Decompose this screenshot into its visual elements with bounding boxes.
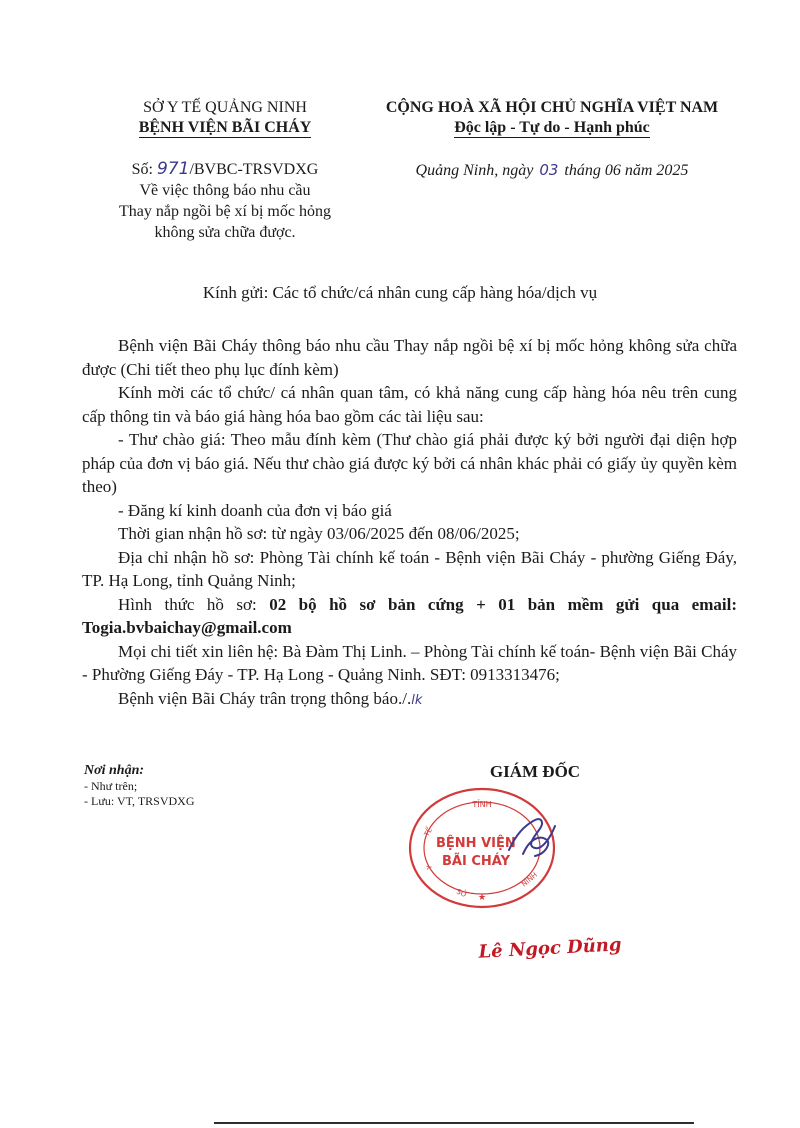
requirement-quotation-letter: - Thư chào giá: Theo mẫu đính kèm (Thư chào giá phải được ký bởi người đại diện hợp pháp của đơn vị báo giá. Nếu thư chào giá được ký bởi cá nhân khác phải có giấy ủy quyền kèm theo) xyxy=(82,430,737,496)
submission-label: Hình thức hồ sơ: xyxy=(118,594,270,614)
paragraph-deadline: Thời gian nhận hồ sơ: từ ngày 03/06/2025 đến 08/06/2025; xyxy=(118,524,520,543)
document-number-block xyxy=(100,159,350,243)
doc-no-suffix: /BVBC-TRSVDXG xyxy=(189,161,319,178)
addressee: Kính gửi: Các tổ chức/cá nhân cung cấp hàng hóa/dịch vụ xyxy=(202,283,598,302)
svg-text:TỈNH: TỈNH xyxy=(472,800,492,809)
national-header xyxy=(352,98,752,138)
issuing-organization xyxy=(100,98,350,138)
paragraph-address: Địa chỉ nhận hồ sơ: Phòng Tài chính kế toán - Bệnh viện Bãi Cháy - phường Giếng Đáy, TP. Hạ Long, tỉnh Quảng Ninh; xyxy=(82,547,737,590)
svg-text:TẾ: TẾ xyxy=(422,826,435,838)
document-number xyxy=(100,159,350,180)
date-month: 06 xyxy=(604,162,621,179)
nation-motto: Độc lập - Tự do - Hạnh phúc xyxy=(454,119,650,136)
recipients-block xyxy=(84,763,334,809)
svg-text:BỆNH VIỆN: BỆNH VIỆN xyxy=(436,836,516,851)
date-year: năm 2025 xyxy=(624,162,689,179)
svg-text:SỞ: SỞ xyxy=(455,887,469,900)
signer-name: Lê Ngọc Dũng xyxy=(478,934,622,963)
paragraph-invitation: Kính mời các tổ chức/ cá nhân quan tâm, có khả năng cung cấp hàng hóa nêu trên cung cấp thông tin và báo giá hàng hóa bao gồm các tài liệu sau: xyxy=(82,383,737,426)
doc-no-prefix: Số: xyxy=(131,161,153,178)
org-parent: SỞ Y TẾ QUẢNG NINH xyxy=(143,99,307,116)
date-place: Quảng Ninh, ngày xyxy=(415,162,534,179)
svg-text:★: ★ xyxy=(477,893,487,903)
recipient-item: - Lưu: VT, TRSVDXG xyxy=(84,794,195,808)
svg-text:Y: Y xyxy=(425,864,434,871)
date-day: 03 xyxy=(539,161,559,179)
place-date xyxy=(352,161,752,180)
requirement-business-registration: - Đăng kí kinh doanh của đơn vị báo giá xyxy=(118,500,392,520)
paragraph-submission-format xyxy=(82,593,737,640)
handwritten-doc-number: 971 xyxy=(156,159,190,179)
subject-line-2: Thay nắp ngồi bệ xí bị mốc hỏng xyxy=(119,203,331,220)
recipient-item: - Như trên; xyxy=(84,779,138,793)
paragraph-closing xyxy=(82,687,737,713)
submission-detail: 02 bộ hồ sơ bản cứng + 01 bản mềm gửi qua email: Togia.bvbaichay@gmail.com xyxy=(82,594,738,637)
closing-text: Bệnh viện Bãi Cháy trân trọng thông báo./. xyxy=(118,688,412,708)
paragraph-intro: Bệnh viện Bãi Cháy thông báo nhu cầu Thay nắp ngồi bệ xí bị mốc hỏng không sửa chữa được (Chi tiết theo phụ lục đính kèm) xyxy=(82,336,737,379)
signer-role: GIÁM ĐỐC xyxy=(489,762,581,781)
paragraph-contact: Mọi chi tiết xin liên hệ: Bà Đàm Thị Linh. – Phòng Tài chính kế toán- Bệnh viện Bãi Cháy - Phường Giếng Đáy - TP. Hạ Long - Quảng Ninh. SĐT: 0913313476; xyxy=(82,641,737,684)
svg-text:NINH: NINH xyxy=(520,870,539,889)
svg-text:BÃI CHÁY: BÃI CHÁY xyxy=(442,854,510,869)
page-bottom-divider xyxy=(214,1122,694,1124)
subject-line-1: Về việc thông báo nhu cầu xyxy=(139,182,311,199)
director-signature xyxy=(505,810,561,866)
org-name: BỆNH VIỆN BÃI CHÁY xyxy=(138,119,312,136)
document-body xyxy=(82,334,737,712)
recipients-title: Nơi nhận: xyxy=(84,763,145,778)
initial-mark: lk xyxy=(411,692,423,708)
date-month-label: tháng xyxy=(564,162,601,179)
nation-name: CỘNG HOÀ XÃ HỘI CHỦ NGHĨA VIỆT NAM xyxy=(385,99,719,116)
subject-line-3: không sửa chữa được. xyxy=(154,224,296,241)
